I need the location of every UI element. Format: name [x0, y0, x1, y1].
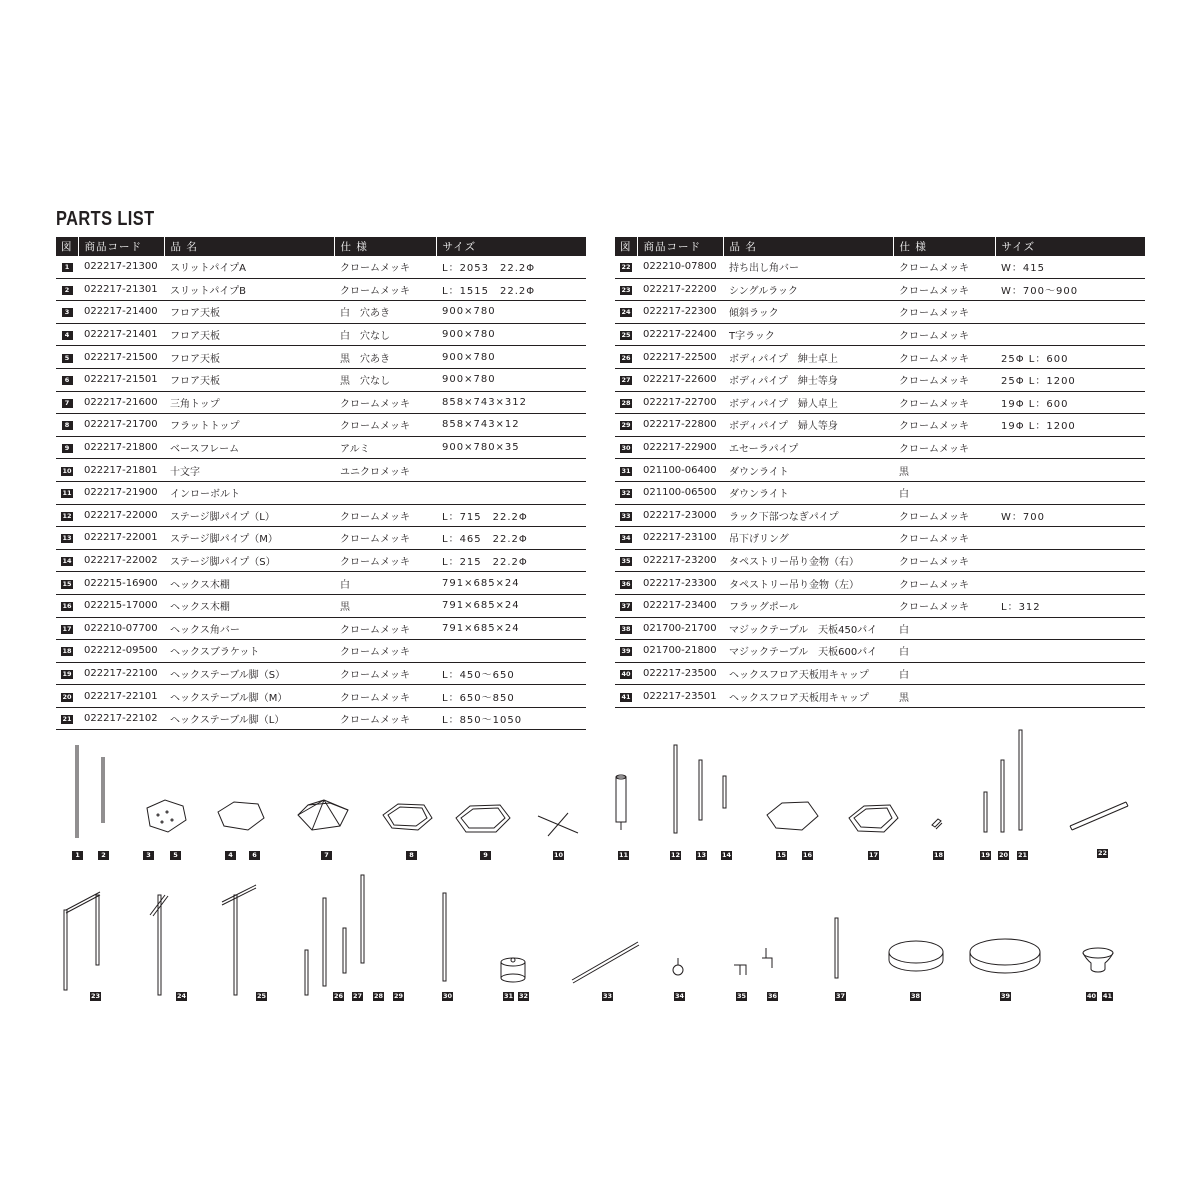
number-badge: 38 [621, 624, 631, 633]
cell-spec: 白 [893, 481, 995, 504]
cell-size: W：700 [995, 504, 1145, 527]
illustration-number-badge: 23 [91, 992, 101, 1000]
illustration-number-badge: 12 [671, 851, 681, 859]
esera-pipe-drawing [443, 893, 446, 981]
cell-name: フラットトップ [164, 414, 334, 437]
cell-code: 022210-07800 [637, 256, 723, 278]
illustration-number-badge: 5 [170, 851, 181, 860]
cell-code: 022217-21500 [78, 346, 164, 369]
illustration-number-badge: 16 [803, 851, 813, 859]
cell-spec: クロームメッキ [334, 278, 436, 301]
cell-size: 791×685×24 [436, 594, 586, 617]
cell-spec: クロームメッキ [334, 640, 436, 663]
cell-spec: クロームメッキ [893, 414, 995, 437]
number-badge: 35 [621, 557, 631, 566]
number-badge: 7 [62, 399, 73, 408]
cell-name: T字ラック [723, 323, 893, 346]
cell-code: 021100-06500 [637, 481, 723, 504]
cell-code: 022217-22500 [637, 346, 723, 369]
cell-size: L：1515 22.2Φ [436, 278, 586, 301]
number-badge: 20 [62, 692, 72, 701]
illustration-number-badge: 28 [374, 992, 384, 1000]
cell-spec: 黒 [893, 685, 995, 708]
cell-name: フロア天板 [164, 368, 334, 391]
cell-spec: 黒 穴あき [334, 346, 436, 369]
illustration-number-badge: 19 [981, 851, 991, 859]
stage-leg-m-drawing [699, 760, 702, 820]
number-badge: 12 [62, 511, 72, 520]
cell-name: フロア天板 [164, 323, 334, 346]
cell-spec: クロームメッキ [334, 414, 436, 437]
illustration-number-badge: 39 [1001, 992, 1011, 1000]
cell-spec: クロームメッキ [334, 504, 436, 527]
hex-table-leg-s-drawing [984, 792, 987, 832]
magic-table-450-drawing [889, 941, 943, 971]
number-badge: 32 [621, 489, 631, 498]
cell-code: 022217-22900 [637, 436, 723, 459]
cell-spec: クロームメッキ [893, 346, 995, 369]
cell-code: 022217-23000 [637, 504, 723, 527]
cell-name: タペストリー吊り金物（左） [723, 572, 893, 595]
header-size: サイズ [436, 237, 586, 256]
flag-pole-drawing [835, 918, 838, 978]
cell-spec: 白 穴なし [334, 323, 436, 346]
number-badge: 13 [62, 534, 72, 543]
number-badge: 1 [62, 263, 73, 272]
cell-spec: 白 [893, 640, 995, 663]
cell-spec: クロームメッキ [334, 617, 436, 640]
illustration-number-badge: 41 [1103, 992, 1113, 1000]
illustration-number-badge: 27 [353, 992, 363, 1000]
cell-name: ダウンライト [723, 481, 893, 504]
cell-name: 持ち出し角バー [723, 256, 893, 278]
illustration-number-badge: 2 [98, 851, 109, 860]
cell-spec: 黒 [893, 459, 995, 482]
cell-spec: クロームメッキ [893, 256, 995, 278]
cell-code: 022217-21800 [78, 436, 164, 459]
illustration-number-badge: 20 [999, 851, 1009, 859]
cell-code: 022217-21900 [78, 481, 164, 504]
cell-code: 022217-23500 [637, 662, 723, 685]
hex-table-leg-l-drawing [1019, 730, 1022, 830]
illustration-number-badge: 9 [480, 851, 491, 860]
illustration-number-badge: 34 [675, 992, 685, 1000]
cell-name: 三角トップ [164, 391, 334, 414]
slit-pipe-b-drawing [102, 757, 104, 823]
cell-name: フロア天板 [164, 346, 334, 369]
cell-code: 021100-06400 [637, 459, 723, 482]
body-pipe-womens-table-drawing [343, 928, 346, 973]
hanging-ring-drawing [673, 958, 683, 975]
cell-spec: クロームメッキ [893, 278, 995, 301]
number-badge: 39 [621, 647, 631, 656]
cell-spec: クロームメッキ [893, 594, 995, 617]
number-badge: 18 [62, 647, 72, 656]
number-badge: 28 [621, 398, 631, 407]
hex-bar-drawing [849, 805, 898, 832]
cell-name: ヘックステーブル脚（L） [164, 707, 334, 730]
hex-bracket-drawing [932, 819, 942, 829]
number-badge: 36 [621, 579, 631, 588]
header-no: 図 [56, 237, 78, 256]
cell-name: インローボルト [164, 481, 334, 504]
illustration-number-badge: 7 [321, 851, 332, 860]
cell-name: ヘックステーブル脚（M） [164, 685, 334, 708]
cell-spec: ユニクロメッキ [334, 459, 436, 482]
illustration-number-badge: 21 [1018, 851, 1028, 859]
cell-code: 022217-21300 [78, 256, 164, 278]
number-badge: 21 [62, 715, 72, 724]
cell-code: 022215-17000 [78, 594, 164, 617]
number-badge: 40 [621, 669, 631, 678]
cell-size: L：2053 22.2Φ [436, 256, 586, 278]
number-badge: 8 [62, 421, 73, 430]
number-badge: 31 [621, 466, 631, 475]
cell-size: 900×780×35 [436, 436, 586, 459]
cell-code: 022217-23100 [637, 527, 723, 550]
illustration-number-badge: 6 [249, 851, 260, 860]
number-badge: 5 [62, 354, 73, 363]
header-spec: 仕 様 [334, 237, 436, 256]
cell-name: ボディパイプ 婦人卓上 [723, 391, 893, 414]
cell-spec: クロームメッキ [893, 368, 995, 391]
cell-name: タペストリー吊り金物（右） [723, 549, 893, 572]
number-badge: 22 [621, 263, 631, 272]
cell-spec: クロームメッキ [893, 323, 995, 346]
cell-spec: クロームメッキ [334, 707, 436, 730]
cell-size: 25Φ L：1200 [995, 368, 1145, 391]
cell-code: 022217-21301 [78, 278, 164, 301]
cell-code: 022217-23400 [637, 594, 723, 617]
cell-code: 022217-22102 [78, 707, 164, 730]
cell-code: 022217-22400 [637, 323, 723, 346]
cell-code: 022217-22101 [78, 685, 164, 708]
stage-leg-s-drawing [723, 776, 726, 808]
cell-code: 022215-16900 [78, 572, 164, 595]
cell-code: 022217-23501 [637, 685, 723, 708]
number-badge: 19 [62, 669, 72, 678]
cell-name: シングルラック [723, 278, 893, 301]
cell-code: 021700-21700 [637, 617, 723, 640]
header-name: 品 名 [164, 237, 334, 256]
cell-size: 791×685×24 [436, 572, 586, 595]
illustration-number-badge: 3 [143, 851, 154, 860]
hex-shelf-drawing [767, 802, 818, 830]
floor-panel-holes-drawing [147, 800, 186, 832]
cell-name: スリットパイプB [164, 278, 334, 301]
cell-name: ボディパイプ 婦人等身 [723, 414, 893, 437]
cell-spec: クロームメッキ [334, 662, 436, 685]
illustration-number-badge: 13 [697, 851, 707, 859]
cell-code: 022217-22000 [78, 504, 164, 527]
cell-code: 022212-09500 [78, 640, 164, 663]
cell-code: 022217-21400 [78, 301, 164, 324]
cell-code: 022217-22700 [637, 391, 723, 414]
base-frame-drawing [456, 805, 510, 832]
illustration-number-badge: 18 [934, 851, 944, 859]
cell-size: L：850〜1050 [436, 707, 586, 730]
cell-size: W：415 [995, 256, 1145, 278]
cell-spec: クロームメッキ [893, 527, 995, 550]
number-badge: 6 [62, 376, 73, 385]
number-badge: 33 [621, 511, 631, 520]
cell-size: 791×685×24 [436, 617, 586, 640]
cell-spec: クロームメッキ [893, 572, 995, 595]
illustration-number-badge: 25 [257, 992, 267, 1000]
cell-spec: 黒 穴なし [334, 368, 436, 391]
cell-size: 900×780 [436, 368, 586, 391]
number-badge: 11 [62, 489, 72, 498]
flat-top-drawing [383, 804, 432, 830]
body-pipe-womens-full-drawing [361, 875, 364, 963]
cell-size: W：700〜900 [995, 278, 1145, 301]
cell-code: 022217-22001 [78, 527, 164, 550]
number-badge: 41 [621, 692, 631, 701]
cell-name: ヘックス木棚 [164, 572, 334, 595]
cell-name: マジックテーブル 天板450パイ [723, 617, 893, 640]
cell-code: 022217-22800 [637, 414, 723, 437]
cell-name: フラッグポール [723, 594, 893, 617]
body-pipe-mens-full-drawing [323, 898, 326, 986]
downlight-drawing [501, 958, 525, 982]
tapestry-hanger-right-drawing [734, 965, 746, 975]
cell-spec: クロームメッキ [334, 256, 436, 278]
number-badge: 27 [621, 376, 631, 385]
cell-code: 022217-22002 [78, 549, 164, 572]
stage-leg-l-drawing [674, 745, 677, 833]
cell-name: ヘックス角バー [164, 617, 334, 640]
number-badge: 3 [62, 308, 73, 317]
cell-size: L：715 22.2Φ [436, 504, 586, 527]
number-badge: 37 [621, 602, 631, 611]
cell-spec: クロームメッキ [334, 527, 436, 550]
illustration-number-badge: 11 [619, 851, 629, 859]
cell-name: ボディパイプ 紳士卓上 [723, 346, 893, 369]
cell-size: L：450〜650 [436, 662, 586, 685]
t-rack-drawing [222, 885, 256, 995]
number-badge: 4 [62, 331, 73, 340]
illustration-number-badge: 38 [911, 992, 921, 1000]
cell-spec: クロームメッキ [334, 685, 436, 708]
cell-size: 858×743×12 [436, 414, 586, 437]
cell-spec: 白 [893, 617, 995, 640]
cell-size: 19Φ L：1200 [995, 414, 1145, 437]
cell-spec: 白 穴あき [334, 301, 436, 324]
cell-code: 022210-07700 [78, 617, 164, 640]
header-size: サイズ [995, 237, 1145, 256]
illustration-number-badge: 33 [603, 992, 613, 1000]
number-badge: 17 [62, 624, 72, 633]
number-badge: 2 [62, 286, 73, 295]
cell-spec: 黒 [334, 594, 436, 617]
illustration-number-badge: 8 [406, 851, 417, 860]
illustration-number-badge: 37 [836, 992, 846, 1000]
cell-name: ステージ脚パイプ（L） [164, 504, 334, 527]
cell-name: エセーラパイプ [723, 436, 893, 459]
cell-spec: 白 [334, 572, 436, 595]
magic-table-600-drawing [970, 939, 1040, 973]
cell-code: 022217-22600 [637, 368, 723, 391]
illustration-number-badge: 26 [334, 992, 344, 1000]
cell-code: 022217-22100 [78, 662, 164, 685]
cell-size: 25Φ L：600 [995, 346, 1145, 369]
cell-name: ヘックステーブル脚（S） [164, 662, 334, 685]
cell-size: L：465 22.2Φ [436, 527, 586, 550]
header-code: 商品コード [637, 237, 723, 256]
cell-spec: クロームメッキ [893, 436, 995, 459]
number-badge: 29 [621, 421, 631, 430]
cell-spec: クロームメッキ [893, 504, 995, 527]
cell-size: 900×780 [436, 346, 586, 369]
illustration-number-badge: 40 [1087, 992, 1097, 1000]
cell-name: ボディパイプ 紳士等身 [723, 368, 893, 391]
cell-name: フロア天板 [164, 301, 334, 324]
cell-spec: クロームメッキ [893, 549, 995, 572]
cell-size: 900×780 [436, 323, 586, 346]
illustration-number-badge: 4 [225, 851, 236, 860]
illustration-number-badge: 10 [554, 851, 564, 859]
cell-name: ヘックスブラケット [164, 640, 334, 663]
cell-name: 吊下げリング [723, 527, 893, 550]
illustration-number-badge: 35 [737, 992, 747, 1000]
body-pipe-mens-table-drawing [305, 950, 308, 995]
illustration-number-badge: 14 [722, 851, 732, 859]
cell-code: 022217-21501 [78, 368, 164, 391]
cell-spec: クロームメッキ [334, 549, 436, 572]
number-badge: 9 [62, 444, 73, 453]
cell-spec: 白 [893, 662, 995, 685]
header-name: 品 名 [723, 237, 893, 256]
floor-panel-drawing [218, 802, 264, 830]
illustration-number-badge: 36 [768, 992, 778, 1000]
cell-code: 022217-23300 [637, 572, 723, 595]
cell-size: 900×780 [436, 301, 586, 324]
cell-spec: クロームメッキ [893, 391, 995, 414]
cell-code: 022217-23200 [637, 549, 723, 572]
cell-name: ステージ脚パイプ（S） [164, 549, 334, 572]
number-badge: 25 [621, 331, 631, 340]
cell-spec: クロームメッキ [893, 301, 995, 324]
cell-name: ステージ脚パイプ（M） [164, 527, 334, 550]
number-badge: 23 [621, 285, 631, 294]
number-badge: 34 [621, 534, 631, 543]
illustration-number-badge: 30 [443, 992, 453, 1000]
cross-drawing [538, 813, 578, 836]
cell-code: 021700-21800 [637, 640, 723, 663]
number-badge: 14 [62, 557, 72, 566]
header-code: 商品コード [78, 237, 164, 256]
extension-bar-drawing [1070, 802, 1128, 830]
illustration-number-badge: 32 [519, 992, 529, 1000]
cell-code: 022217-21600 [78, 391, 164, 414]
cell-name: ラック下部つなぎパイプ [723, 504, 893, 527]
cell-name: ヘックスフロア天板用キャップ [723, 662, 893, 685]
number-badge: 26 [621, 353, 631, 362]
number-badge: 15 [62, 579, 72, 588]
cell-spec: クロームメッキ [334, 391, 436, 414]
number-badge: 16 [62, 602, 72, 611]
cell-size: L：312 [995, 594, 1145, 617]
header-no: 図 [615, 237, 637, 256]
cell-code: 022217-21700 [78, 414, 164, 437]
single-rack-drawing [64, 892, 100, 990]
cell-size: 19Φ L：600 [995, 391, 1145, 414]
inrow-bolt-drawing [616, 775, 626, 830]
cell-name: ヘックスフロア天板用キャップ [723, 685, 893, 708]
cell-size: 858×743×312 [436, 391, 586, 414]
cell-size: L：215 22.2Φ [436, 549, 586, 572]
cell-name: ベースフレーム [164, 436, 334, 459]
cell-code: 022217-22300 [637, 301, 723, 324]
cell-name: 傾斜ラック [723, 301, 893, 324]
page-title: PARTS LIST [56, 208, 155, 230]
cell-size: L：650〜850 [436, 685, 586, 708]
slant-rack-drawing [150, 895, 168, 995]
triangle-top-drawing [298, 800, 348, 830]
cell-name: ヘックス木棚 [164, 594, 334, 617]
cell-code: 022217-22200 [637, 278, 723, 301]
cell-spec: アルミ [334, 436, 436, 459]
header-spec: 仕 様 [893, 237, 995, 256]
number-badge: 10 [62, 466, 72, 475]
tapestry-hanger-left-drawing [762, 948, 772, 968]
illustration-number-badge: 15 [777, 851, 787, 859]
slit-pipe-a-drawing [76, 745, 78, 838]
rack-connect-pipe-drawing [572, 942, 639, 983]
number-badge: 24 [621, 308, 631, 317]
cell-name: スリットパイプA [164, 256, 334, 278]
illustration-number-badge: 17 [869, 851, 879, 859]
cell-name: ダウンライト [723, 459, 893, 482]
illustration-number-badge: 22 [1098, 849, 1108, 857]
hex-table-leg-m-drawing [1001, 760, 1004, 832]
floor-cap-drawing [1083, 948, 1113, 972]
number-badge: 30 [621, 444, 631, 453]
cell-name: マジックテーブル 天板600パイ [723, 640, 893, 663]
illustration-number-badge: 24 [177, 992, 187, 1000]
cell-code: 022217-21801 [78, 459, 164, 482]
illustration-number-badge: 29 [394, 992, 404, 1000]
illustration-number-badge: 31 [504, 992, 514, 1000]
cell-name: 十文字 [164, 459, 334, 482]
illustration-number-badge: 1 [72, 851, 83, 860]
cell-code: 022217-21401 [78, 323, 164, 346]
